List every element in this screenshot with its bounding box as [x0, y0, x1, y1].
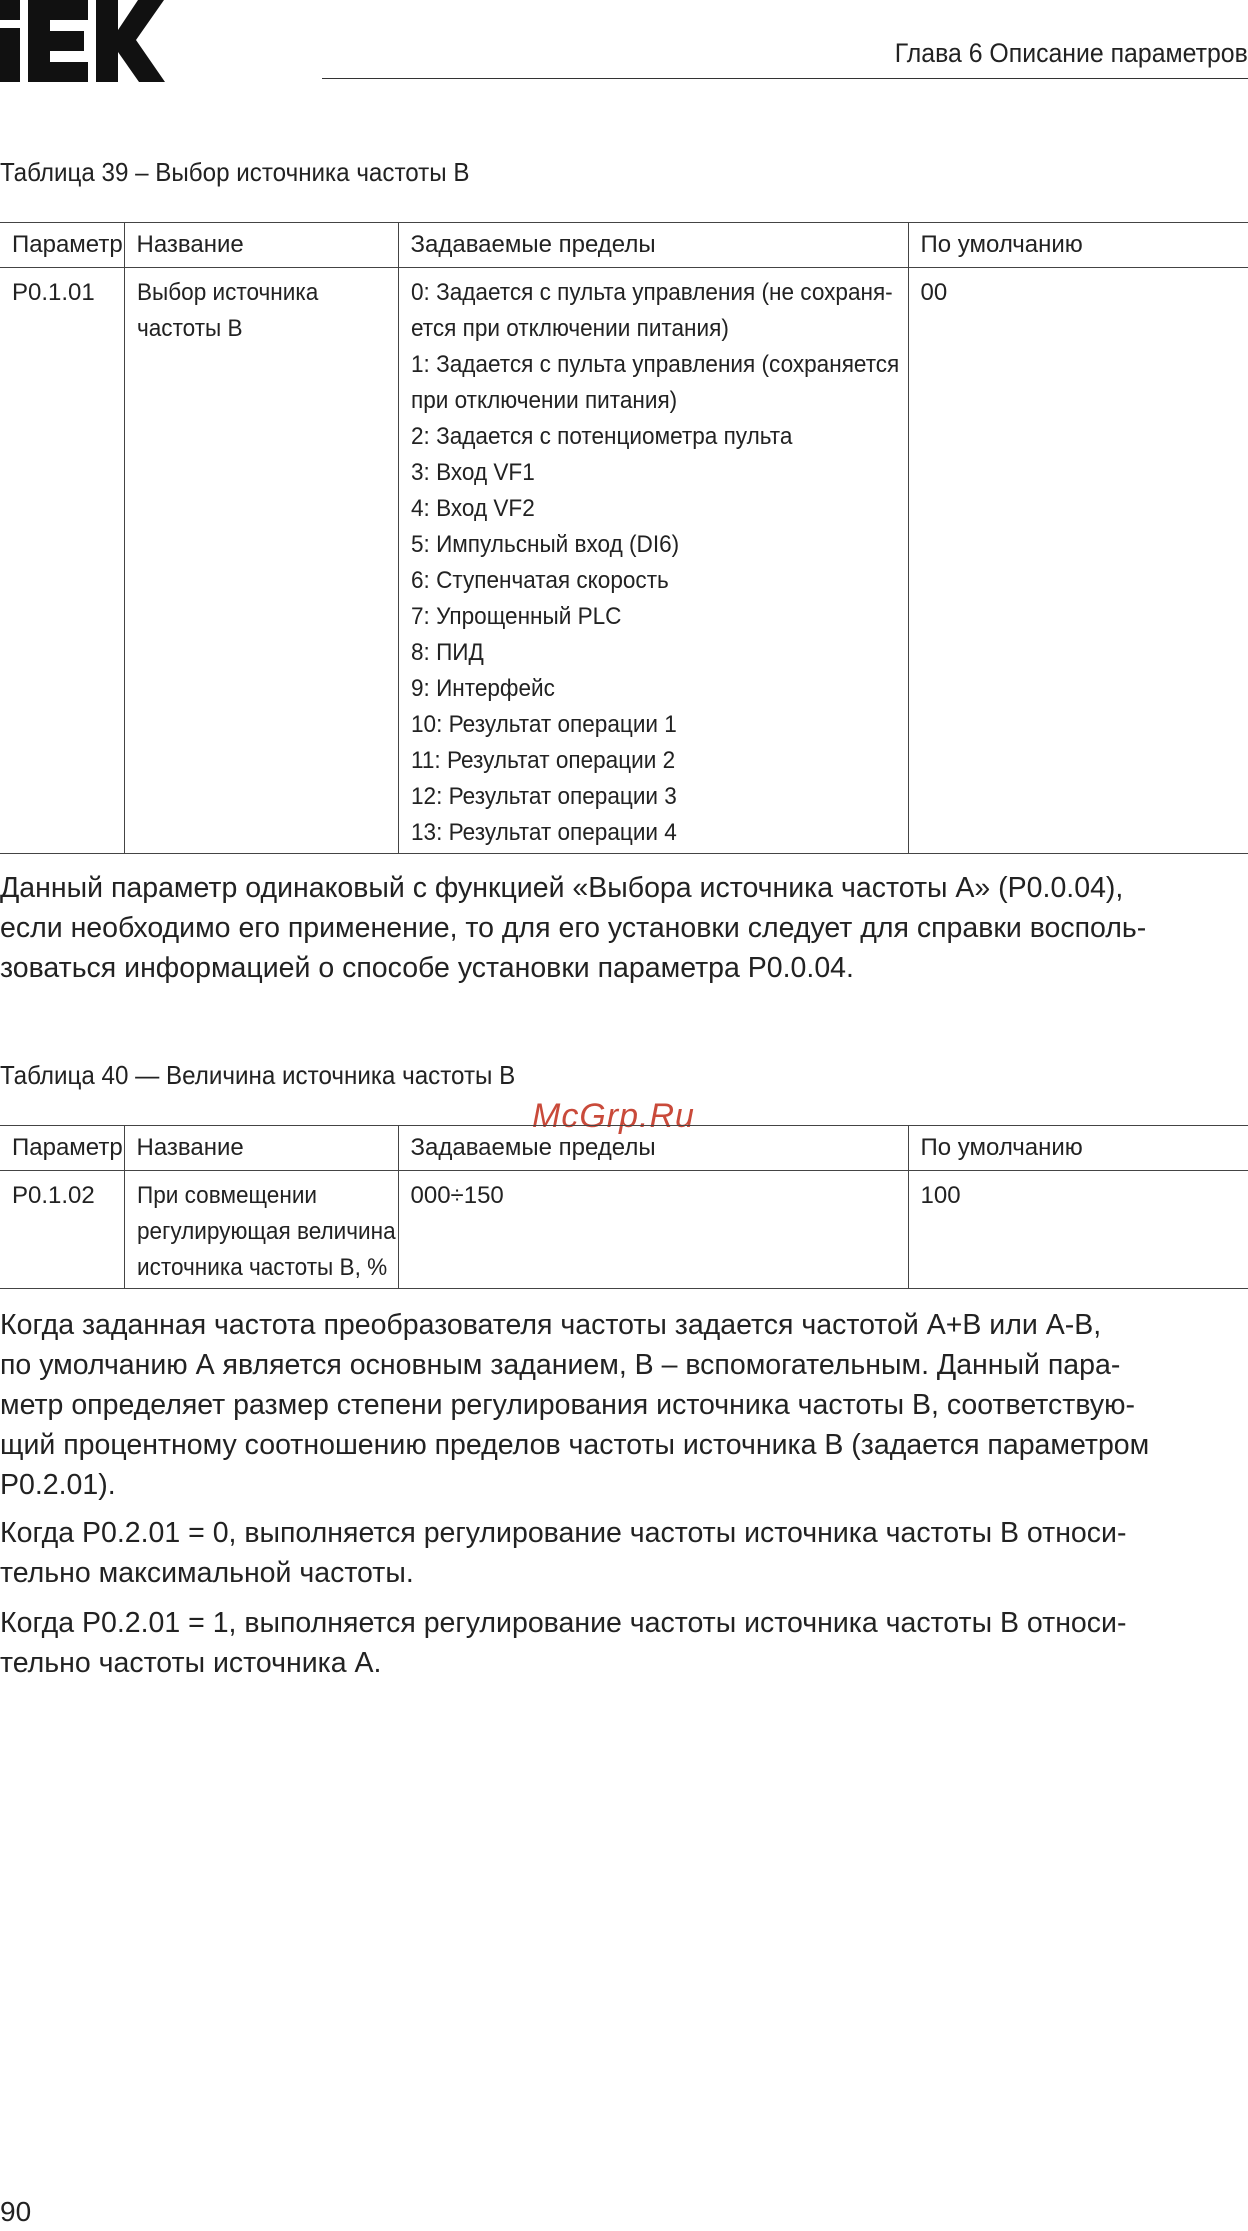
col-header-default: По умолчанию — [908, 1126, 1248, 1171]
para-line: зоваться информацией о способе установки параметра P0.0.04. — [0, 952, 854, 984]
param-code: P0.1.02 — [0, 1171, 124, 1289]
name-line: частоты В — [136, 315, 243, 342]
range-line: 8: ПИД — [410, 639, 484, 666]
range-line: ется при отключении питания) — [410, 315, 729, 342]
iek-logo — [0, 0, 165, 82]
para-line: по умолчанию А является основным заданием, В – вспомогательным. Данный пара- — [0, 1349, 1121, 1381]
para-line: P0.2.01). — [0, 1469, 116, 1501]
range-line: 12: Результат операции 3 — [410, 783, 677, 810]
col-header-param: Параметр — [0, 1126, 124, 1171]
table-header-row — [0, 223, 1248, 268]
param-range: 000÷150 — [398, 1171, 908, 1289]
col-header-default: По умолчанию — [908, 223, 1248, 268]
col-header-param: Параметр — [0, 223, 124, 268]
range-line: при отключении питания) — [410, 387, 677, 414]
table-row — [0, 268, 1248, 854]
table-row — [0, 1171, 1248, 1289]
name-line: регулирующая величина — [136, 1218, 396, 1245]
range-line: 6: Ступенчатая скорость — [410, 567, 669, 594]
param-default: 00 — [908, 268, 1248, 854]
para-line: тельно максимальной частоты. — [0, 1557, 414, 1589]
para-line: Когда P0.2.01 = 1, выполняется регулирование частоты источника частоты В относи- — [0, 1607, 1127, 1639]
col-header-name: Название — [124, 223, 398, 268]
table40 — [0, 1125, 1248, 1289]
para-line: тельно частоты источника А. — [0, 1647, 382, 1679]
paragraph — [0, 1305, 1248, 1505]
table-header-row — [0, 1126, 1248, 1171]
para-line: Данный параметр одинаковый с функцией «Выбора источника частоты А» (P0.0.04), — [0, 872, 1124, 904]
table39-caption: Таблица 39 – Выбор источника частоты В — [0, 157, 470, 187]
range-line: 0: Задается с пульта управления (не сохраня- — [410, 279, 893, 306]
name-line: При совмещении — [136, 1182, 317, 1209]
range-line: 7: Упрощенный PLC — [410, 603, 621, 630]
range-line: 10: Результат операции 1 — [410, 711, 677, 738]
param-name — [124, 268, 398, 854]
param-name — [124, 1171, 398, 1289]
range-line: 11: Результат операции 2 — [410, 747, 675, 774]
table40-caption: Таблица 40 — Величина источника частоты В — [0, 1060, 516, 1090]
para-line: метр определяет размер степени регулирования источника частоты В, соответствую- — [0, 1389, 1135, 1421]
paragraph — [0, 868, 1248, 988]
range-line: 4: Вход VF2 — [410, 495, 535, 522]
col-header-range: Задаваемые пределы — [398, 223, 908, 268]
name-line: источника частоты В, % — [136, 1254, 387, 1281]
param-default: 100 — [908, 1171, 1248, 1289]
para-line: если необходимо его применение, то для его установки следует для справки восполь- — [0, 912, 1147, 944]
para-line: щий процентному соотношению пределов частоты источника В (задается параметром — [0, 1429, 1150, 1461]
param-code: P0.1.01 — [0, 268, 124, 854]
range-line: 1: Задается с пульта управления (сохраняется — [410, 351, 899, 378]
col-header-range: Задаваемые пределы — [398, 1126, 908, 1171]
table39 — [0, 222, 1248, 854]
para-line: Когда P0.2.01 = 0, выполняется регулирование частоты источника частоты В относи- — [0, 1517, 1127, 1549]
para-line: Когда заданная частота преобразователя частоты задается частотой А+В или А-В, — [0, 1309, 1102, 1341]
range-line: 9: Интерфейс — [410, 675, 555, 702]
param-range — [398, 268, 908, 854]
header-divider — [322, 78, 1248, 79]
name-line: Выбор источника — [136, 279, 318, 306]
range-line: 5: Импульсный вход (DI6) — [410, 531, 679, 558]
range-line: 13: Результат операции 4 — [410, 819, 677, 846]
watermark: McGrp.Ru — [532, 1097, 695, 1135]
paragraph — [0, 1513, 1248, 1593]
page-number: 90 — [0, 2196, 32, 2227]
range-line: 2: Задается с потенциометра пульта — [410, 423, 792, 450]
col-header-name: Название — [124, 1126, 398, 1171]
range-line: 3: Вход VF1 — [410, 459, 535, 486]
paragraph — [0, 1603, 1248, 1683]
chapter-title: Глава 6 Описание параметров — [894, 38, 1248, 68]
